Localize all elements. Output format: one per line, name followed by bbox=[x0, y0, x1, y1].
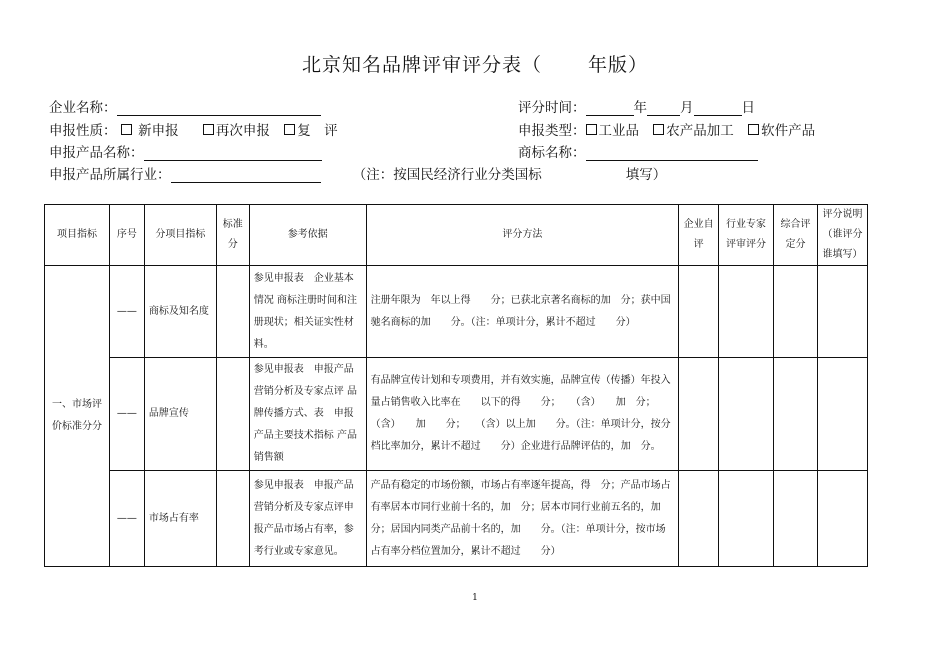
checkbox-icon bbox=[203, 124, 214, 135]
scoring-table bbox=[44, 204, 868, 567]
row-sub-item: 市场占有率 bbox=[144, 471, 216, 567]
row-note-cell[interactable] bbox=[817, 358, 867, 471]
row-method: 产品有稳定的市场份额，市场占有率逐年提高，得 分；产品市场占有率居本市同行业前十名的，加 分；居本市同行业前五名的，加 分；居国内同类产品前十名的，加 分。（注：单项计分，按市场占有率分档位置加分，累计不超过 分） bbox=[366, 471, 679, 567]
company-name-label: 企业名称： bbox=[49, 100, 117, 116]
company-name-row bbox=[49, 96, 321, 116]
table-row bbox=[45, 266, 868, 358]
row-note-cell[interactable] bbox=[817, 266, 867, 358]
score-time-row bbox=[518, 96, 755, 116]
group-label: 一、市场评价标准分分 bbox=[45, 266, 110, 567]
industry-label: 申报产品所属行业： bbox=[49, 167, 171, 183]
row-final-score-cell[interactable] bbox=[774, 358, 818, 471]
industry-row bbox=[49, 163, 666, 183]
header-seq: 序号 bbox=[109, 205, 144, 266]
row-seq: —— bbox=[109, 266, 144, 358]
row-expert-eval-cell[interactable] bbox=[719, 358, 774, 471]
table-row bbox=[45, 471, 868, 567]
nature-label: 申报性质： bbox=[49, 123, 117, 139]
table-row bbox=[45, 358, 868, 471]
row-basis: 参见申报表 申报产品营销分析及专家点评申报产品市场占有率，参考行业或专家意见。 bbox=[249, 471, 366, 567]
row-sub-item: 商标及知名度 bbox=[144, 266, 216, 358]
row-std-score[interactable] bbox=[216, 266, 249, 358]
type-row bbox=[518, 119, 815, 139]
nature-row bbox=[49, 119, 338, 139]
day-label: 日 bbox=[741, 100, 755, 116]
header-method: 评分方法 bbox=[366, 205, 679, 266]
row-expert-eval-cell[interactable] bbox=[719, 266, 774, 358]
nature-option-renew[interactable]: 再次申报 bbox=[203, 123, 270, 139]
row-expert-eval-cell[interactable] bbox=[719, 471, 774, 567]
row-seq: —— bbox=[109, 471, 144, 567]
row-basis: 参见申报表 申报产品营销分析及专家点评 品牌传播方式、表 申报产品主要技术指标 产品销售额 bbox=[249, 358, 366, 471]
title-suffix: 年版） bbox=[588, 54, 649, 76]
row-std-score[interactable] bbox=[216, 358, 249, 471]
title-main: 北京知名品牌评审评分表（ bbox=[301, 54, 542, 76]
type-option-industrial[interactable]: 工业品 bbox=[586, 123, 640, 139]
industry-field[interactable] bbox=[171, 167, 321, 183]
year-field[interactable] bbox=[586, 100, 634, 116]
header-item: 项目指标 bbox=[45, 205, 110, 266]
header-final-score: 综合评定分 bbox=[774, 205, 818, 266]
nature-option-new[interactable]: 新申报 bbox=[121, 123, 179, 139]
row-sub-item: 品牌宣传 bbox=[144, 358, 216, 471]
type-label: 申报类型： bbox=[518, 123, 586, 139]
header-note: 评分说明（谁评分谁填写） bbox=[817, 205, 867, 266]
checkbox-icon bbox=[121, 124, 132, 135]
header-self-eval: 企业自评 bbox=[679, 205, 719, 266]
row-self-eval-cell[interactable] bbox=[679, 358, 719, 471]
row-basis: 参见申报表 企业基本情况 商标注册时间和注册现状；相关证实性材料。 bbox=[249, 266, 366, 358]
checkbox-icon bbox=[284, 124, 295, 135]
header-basis: 参考依据 bbox=[249, 205, 366, 266]
brand-name-label: 商标名称： bbox=[518, 145, 586, 161]
page-number: 1 bbox=[472, 593, 478, 603]
table-header-row bbox=[45, 205, 868, 266]
row-final-score-cell[interactable] bbox=[774, 266, 818, 358]
row-method: 注册年限为 年以上得 分；已获北京著名商标的加 分；获中国驰名商标的加 分。（注：单项计分，累计不超过 分） bbox=[366, 266, 679, 358]
day-field[interactable] bbox=[694, 100, 742, 116]
page-title bbox=[0, 50, 950, 77]
checkbox-icon bbox=[748, 124, 759, 135]
year-label: 年 bbox=[633, 100, 647, 116]
brand-name-row bbox=[518, 141, 758, 161]
month-field[interactable] bbox=[647, 100, 680, 116]
row-seq: —— bbox=[109, 358, 144, 471]
row-self-eval-cell[interactable] bbox=[679, 471, 719, 567]
header-expert-eval: 行业专家评审评分 bbox=[719, 205, 774, 266]
product-name-label: 申报产品名称： bbox=[49, 145, 144, 161]
company-name-field[interactable] bbox=[117, 100, 321, 116]
type-option-agri[interactable]: 农产品加工 bbox=[653, 123, 734, 139]
row-note-cell[interactable] bbox=[817, 471, 867, 567]
row-method: 有品牌宣传计划和专项费用，并有效实施，品牌宣传（传播）年投入量占销售收入比率在 以下的得 分； （含） 加 分； （含） 加 分； （含）以上加 分。（注：单项计分，按分档比率加分，累计不超过 分）企业进行品牌评估的，加 分。 bbox=[366, 358, 679, 471]
brand-name-field[interactable] bbox=[586, 145, 758, 161]
header-std-score: 标准分 bbox=[216, 205, 249, 266]
industry-note-b: 填写） bbox=[625, 167, 667, 183]
row-self-eval-cell[interactable] bbox=[679, 266, 719, 358]
row-std-score[interactable] bbox=[216, 471, 249, 567]
score-time-label: 评分时间： bbox=[518, 100, 586, 116]
header-sub-item: 分项目指标 bbox=[144, 205, 216, 266]
row-final-score-cell[interactable] bbox=[774, 471, 818, 567]
checkbox-icon bbox=[586, 124, 597, 135]
nature-option-review[interactable]: 复 评 bbox=[284, 123, 338, 139]
type-option-software[interactable]: 软件产品 bbox=[748, 123, 815, 139]
product-name-row bbox=[49, 141, 322, 161]
product-name-field[interactable] bbox=[144, 145, 322, 161]
checkbox-icon bbox=[653, 124, 664, 135]
month-label: 月 bbox=[680, 100, 694, 116]
industry-note-a: （注：按国民经济行业分类国标 bbox=[352, 167, 542, 183]
